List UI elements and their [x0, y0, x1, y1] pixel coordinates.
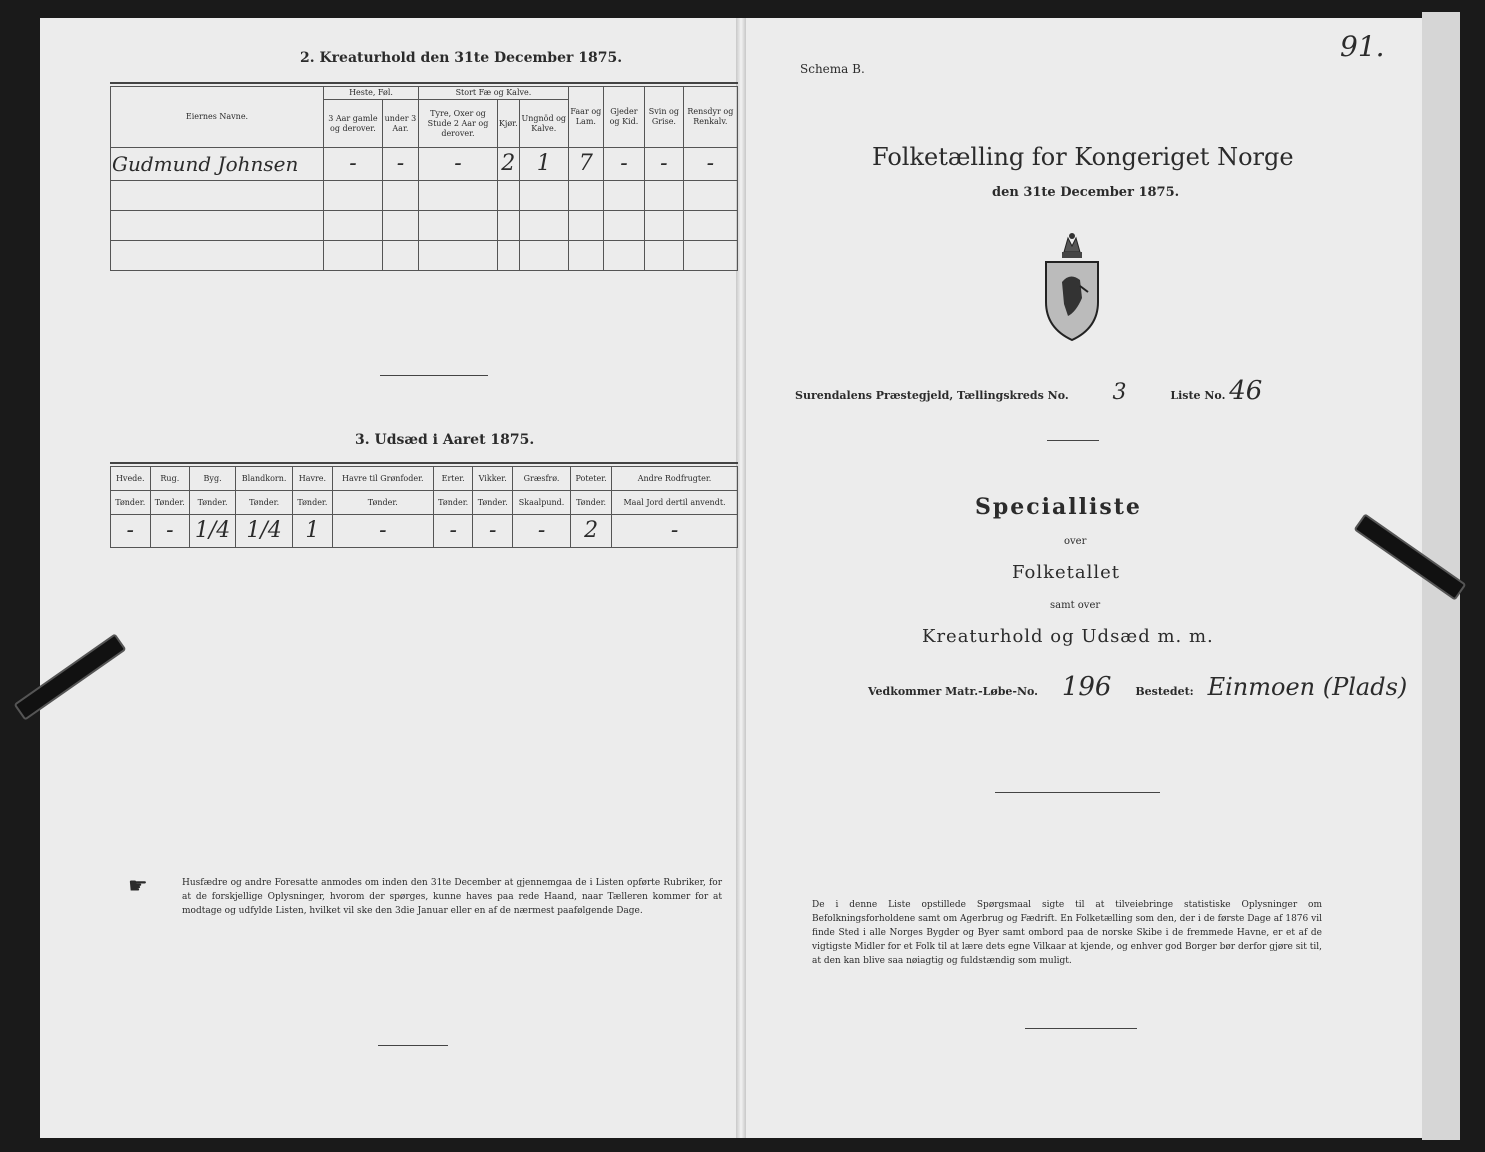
- sowing-value: 2: [571, 515, 612, 548]
- sowing-value: -: [612, 515, 738, 548]
- district-label: Tællingskreds No.: [957, 389, 1069, 402]
- left-bottom-rule: [378, 1045, 448, 1046]
- sowing-unit: Tønder.: [571, 491, 612, 515]
- sowing-unit: Tønder.: [150, 491, 190, 515]
- livestock-value: -: [419, 148, 498, 181]
- livestock-value: 2: [497, 148, 519, 181]
- right-divider-2: [995, 792, 1160, 793]
- livestock-table: [110, 86, 738, 271]
- livestock-value: -: [683, 148, 737, 181]
- header-calves: Ungnöd og Kalve.: [519, 100, 568, 148]
- sowing-value: 1/4: [236, 515, 293, 548]
- section2-title: 2. Kreaturhold den 31te December 1875.: [300, 50, 623, 66]
- sowing-unit: Tønder.: [236, 491, 293, 515]
- header-horses-old: 3 Aar gamle og derover.: [324, 100, 383, 148]
- right-divider-3: [1025, 1028, 1137, 1029]
- bested-value: Einmoen (Plads): [1207, 673, 1408, 701]
- pointing-hand-icon: ☛: [128, 874, 148, 899]
- title-date: den 31te December 1875.: [992, 185, 1180, 200]
- sowing-value: -: [513, 515, 571, 548]
- sowing-value: -: [111, 515, 151, 548]
- sowing-value: -: [473, 515, 513, 548]
- owner-name: Gudmund Johnsen: [111, 148, 324, 181]
- livestock-value: 1: [519, 148, 568, 181]
- list-label: Liste No.: [1170, 389, 1226, 402]
- folketallet-label: Folketallet: [1012, 562, 1121, 583]
- header-horses-young: under 3 Aar.: [382, 100, 418, 148]
- main-title: Folketælling for Kongeriget Norge: [872, 143, 1294, 171]
- parish: Surendalens Præstegjeld,: [795, 389, 954, 402]
- section2-top-rule: [110, 82, 738, 84]
- livestock-value: 7: [568, 148, 603, 181]
- matr-value: 196: [1061, 672, 1112, 702]
- header-sheep: Faar og Lam.: [568, 87, 603, 148]
- district-value: 3: [1112, 380, 1127, 405]
- sowing-header: Hvede.: [111, 467, 151, 491]
- sowing-header: Græsfrø.: [513, 467, 571, 491]
- right-divider-1: [1047, 440, 1099, 441]
- sowing-header: Byg.: [190, 467, 236, 491]
- sowing-unit: Tønder.: [190, 491, 236, 515]
- header-horses: Heste, Føl.: [324, 87, 419, 100]
- sowing-value: -: [332, 515, 433, 548]
- sowing-value: -: [150, 515, 190, 548]
- sowing-unit: Tønder.: [111, 491, 151, 515]
- schema-label: Schema B.: [800, 62, 865, 76]
- sowing-unit: Tønder.: [433, 491, 473, 515]
- section-divider: [380, 375, 488, 376]
- page-number: 91.: [1340, 30, 1385, 63]
- sowing-value: 1: [293, 515, 333, 548]
- sowing-header: Poteter.: [571, 467, 612, 491]
- livestock-value: -: [645, 148, 684, 181]
- sowing-header: Vikker.: [473, 467, 513, 491]
- kreatur-label: Kreaturhold og Udsæd m. m.: [922, 626, 1214, 647]
- samt-over-label: samt over: [1050, 600, 1101, 611]
- livestock-value: -: [324, 148, 383, 181]
- sowing-value: -: [433, 515, 473, 548]
- parish-line: [795, 376, 1262, 406]
- sowing-header: Havre.: [293, 467, 333, 491]
- header-goats: Gjeder og Kid.: [603, 87, 644, 148]
- sowing-header: Rug.: [150, 467, 190, 491]
- sowing-value: 1/4: [190, 515, 236, 548]
- section3-title: 3. Udsæd i Aaret 1875.: [355, 432, 535, 448]
- header-cattle: Stort Fæ og Kalve.: [419, 87, 569, 100]
- coat-of-arms-icon: [1040, 232, 1104, 348]
- sowing-header: Havre til Grønfoder.: [332, 467, 433, 491]
- sowing-unit: Maal Jord dertil anvendt.: [612, 491, 738, 515]
- header-cows: Kjør.: [497, 100, 519, 148]
- header-owner: Eiernes Navne.: [111, 87, 324, 148]
- notice-text: Husfædre og andre Foresatte anmodes om inden den 31te December at gjennemgaa de i Listen opførte Rubriker, for at de forskjellige Oplysninger, hvorom der spørges, kunne haves paa rede Haand, naar Tælleren kommer for at modtage og udfylde Listen, hvilket vil ske den 3die Januar eller en af de nærmest paafølgende Dage.: [182, 878, 722, 916]
- sowing-header: Blandkorn.: [236, 467, 293, 491]
- over-label: over: [1064, 536, 1087, 547]
- sowing-unit: Tønder.: [293, 491, 333, 515]
- bested-label: Bestedet:: [1135, 685, 1194, 698]
- sowing-header: Andre Rodfrugter.: [612, 467, 738, 491]
- sowing-unit: Tønder.: [473, 491, 513, 515]
- sowing-unit: Skaalpund.: [513, 491, 571, 515]
- list-value: 46: [1229, 376, 1263, 406]
- livestock-value: -: [382, 148, 418, 181]
- footer-text: De i denne Liste opstillede Spørgsmaal sigte til at tilveiebringe statistiske Oplysninger om Befolkningsforholdene samt om Agerbrug og Fædrift. En Folketælling som den, der i de første Dage af 1876 vil finde Sted i alle Norges Bygder og Byer samt ombord paa de norske Skibe i de fremmede Havne, er et af de vigtigste Midler for et Folk til at lære dets egne Vilkaar at kjende, og enhver god Borger bør derfor gjøre sit til, at den kan blive saa nøiagtig og fuldstændig som muligt.: [812, 900, 1322, 966]
- sowing-header: Erter.: [433, 467, 473, 491]
- specialliste-title: Specialliste: [975, 494, 1142, 520]
- matr-label: Vedkommer Matr.-Løbe-No.: [868, 685, 1038, 698]
- livestock-value: -: [603, 148, 644, 181]
- sowing-table: [110, 466, 738, 548]
- section3-top-rule: [110, 462, 738, 464]
- matr-line: [868, 672, 1407, 702]
- header-pigs: Svin og Grise.: [645, 87, 684, 148]
- header-reindeer: Rensdyr og Renkalv.: [683, 87, 737, 148]
- sowing-unit: Tønder.: [332, 491, 433, 515]
- header-bulls: Tyre, Oxer og Stude 2 Aar og derover.: [419, 100, 498, 148]
